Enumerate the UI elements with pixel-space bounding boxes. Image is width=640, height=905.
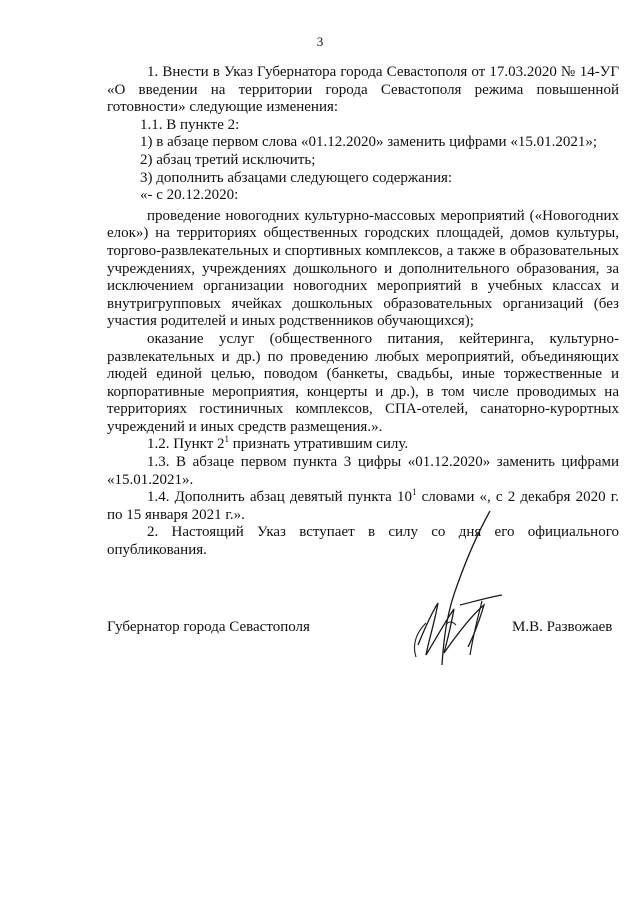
paragraph-1: 1. Внести в Указ Губернатора города Севастополя от 17.03.2020 № 14-УГ «О введении на территории города Севастополя режима повышенной готовности» следующие изменения:	[107, 64, 619, 116]
paragraph-1-2-text: 1.2. Пункт 2	[147, 436, 225, 453]
document-body	[107, 64, 619, 560]
paragraph-1-1-item-1: 1) в абзаце первом слова «01.12.2020» заменить цифрами «15.01.2021»;	[140, 134, 597, 151]
paragraph-1-3: 1.3. В абзаце первом пункта 3 цифры «01.12.2020» заменить цифрами «15.01.2021».	[107, 454, 619, 488]
paragraph-1-1-item-3: 3) дополнить абзацами следующего содержания:	[140, 169, 453, 186]
paragraph-1-1-date: «- с 20.12.2020:	[140, 187, 239, 204]
paragraph-1-4-text-end: словами «, с 2 декабря 2020 г. по 15 января 2021 г.».	[107, 489, 619, 523]
paragraph-1-1-item-2: 2) абзац третий исключить;	[140, 151, 316, 168]
page-number: 3	[316, 34, 324, 49]
signatory-name: М.В. Развожаев	[512, 619, 613, 635]
paragraph-1-4-text: 1.4. Дополнить абзац девятый пункта 10	[147, 489, 412, 506]
paragraph-1-1-events: проведение новогодних культурно-массовых мероприятий («Новогодних елок») на территориях общественных городских площадей, домов культуры, торгово-развлекательных и спортивных комплексов, а также в образовательных учреждениях, учреждениях дошкольного и дополнительного образования, за исключением организации новогодних мероприятий в учебных классах и внутригрупповых ячейках дошкольных образовательных организаций (без участия родителей и иных родственников обучающихся);	[107, 207, 619, 330]
paragraph-1-2-superscript: 1	[224, 434, 230, 445]
paragraph-2: 2. Настоящий Указ вступает в силу со дня его официального опубликования.	[107, 524, 619, 559]
paragraph-1-2	[107, 436, 619, 454]
paragraph-1-2-text-end: признать утратившим силу.	[229, 436, 409, 453]
paragraph-1-1: 1.1. В пункте 2:	[140, 116, 240, 133]
signature-image	[398, 505, 528, 680]
signatory-position: Губернатор города Севастополя	[107, 619, 310, 635]
paragraph-1-4-superscript: 1	[411, 487, 417, 498]
paragraph-1-4	[107, 489, 619, 524]
paragraph-1-1-services: оказание услуг (общественного питания, кейтеринга, культурно-развлекательных и др.) по проведению любых мероприятий, объединяющих людей единой целью, поводом (банкеты, свадьбы, иные торжественные и корпоративные мероприятия, концерты и др.), в том числе проводимых на территориях гостиничных комплексов, СПА-отелей, санаторно-курортных учреждений и иных средств размещения.».	[107, 330, 619, 435]
